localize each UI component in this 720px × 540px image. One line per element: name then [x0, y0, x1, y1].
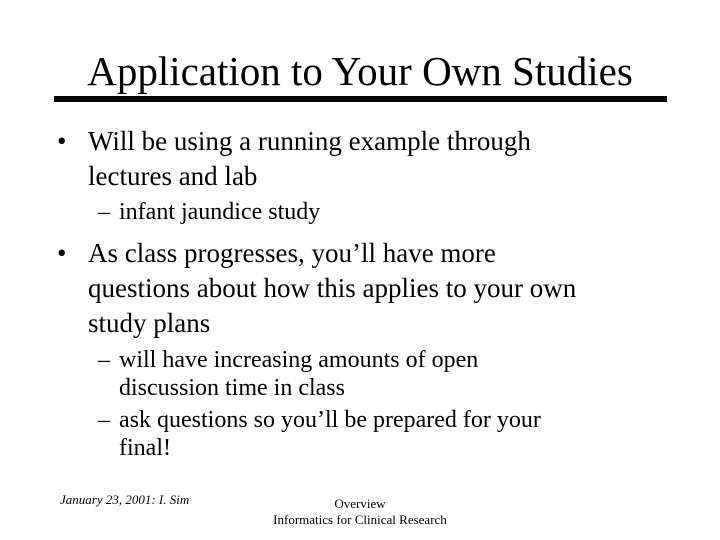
sub-bullet-1-1: [98, 198, 320, 226]
footer-course: Informatics for Clinical Research: [273, 512, 447, 527]
footer-section: Overview: [334, 496, 386, 511]
bullet-2-line-3: study plans: [88, 308, 211, 338]
bullet-2: [57, 236, 577, 341]
bullet-2-line-2: questions about how this applies to your own: [88, 273, 577, 303]
title-underline: [54, 96, 667, 102]
bullet-1-line-2: lectures and lab: [88, 161, 258, 191]
sub-bullet-2-2-line-2: final!: [119, 435, 171, 461]
sub-bullet-2-2-line-1: ask questions so you’ll be prepared for your: [119, 407, 541, 433]
bullet-dot-icon: •: [57, 126, 67, 156]
sub-bullet-2-1: [98, 346, 478, 402]
sub-dash-icon: –: [98, 347, 110, 373]
bullet-dot-icon: •: [57, 238, 67, 268]
footer-date-author: January 23, 2001: I. Sim: [60, 492, 190, 507]
sub-bullet-2-1-line-2: discussion time in class: [119, 375, 345, 401]
sub-dash-icon: –: [98, 199, 110, 225]
sub-dash-icon: –: [98, 407, 110, 433]
bullet-2-line-1: As class progresses, you’ll have more: [88, 238, 496, 268]
sub-bullet-2-1-line-1: will have increasing amounts of open: [119, 347, 479, 373]
footer-center: [0, 496, 720, 528]
bullet-1-line-1: Will be using a running example through: [88, 126, 531, 156]
slide-title: Application to Your Own Studies: [87, 48, 633, 94]
sub-bullet-1-1-line-1: infant jaundice study: [119, 199, 321, 225]
bullet-1: [57, 124, 531, 194]
sub-bullet-2-2: [98, 406, 541, 462]
